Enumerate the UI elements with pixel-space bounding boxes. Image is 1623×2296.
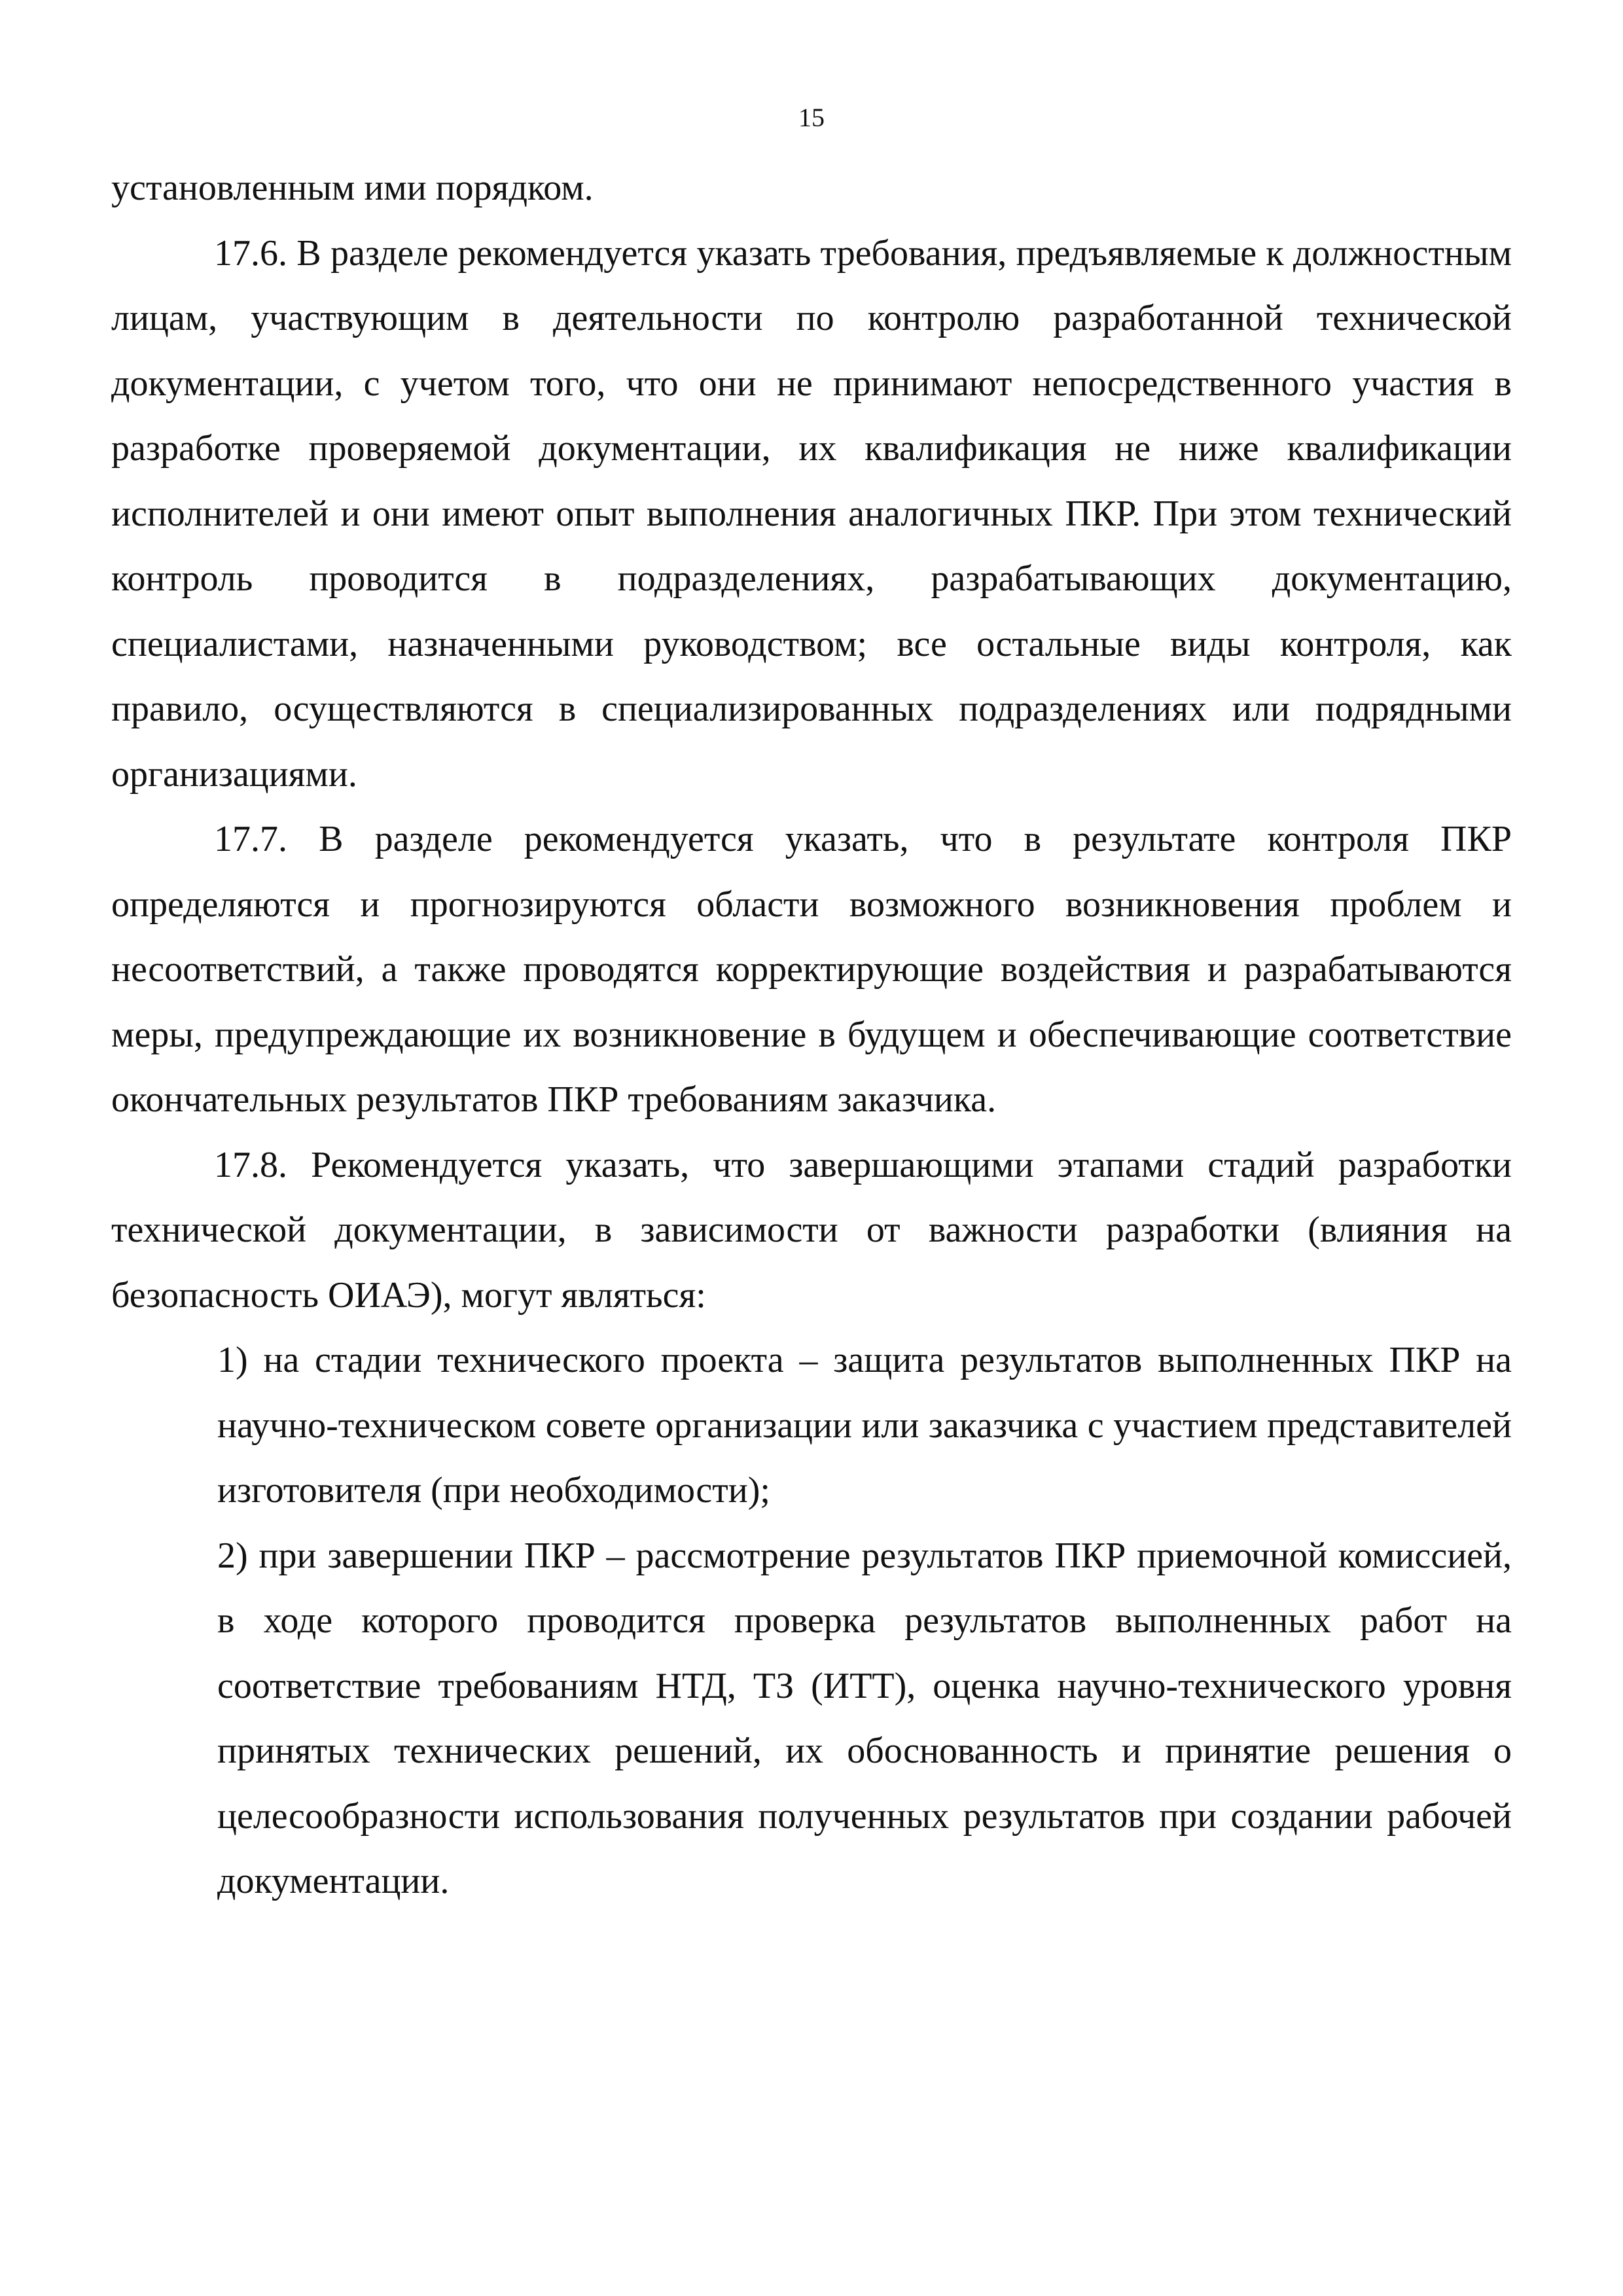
paragraph-17-8: 17.8. Рекомендуется указать, что завершающими этапами стадий разработки технической документации, в зависимости от важности разработки (влияния на безопасность ОИАЭ), могут являться: — [111, 1144, 1512, 1316]
paragraph-continuation: установленным ими порядком. — [111, 168, 594, 208]
body-text — [111, 156, 1512, 1914]
page-number: 15 — [798, 103, 825, 132]
list-item-2: 2) при завершении ПКР – рассмотрение результатов ПКР приемочной комиссией, в ходе которого проводится проверка результатов выполненных работ на соответствие требованиям НТД, ТЗ (ИТТ), оценка научно-технического уровня принятых технических решений, их обоснованность и принятие решения о целесообразности использования полученных результатов при создании рабочей документации. — [217, 1535, 1512, 1901]
list-item-1: 1) на стадии технического проекта – защита результатов выполненных ПКР на научно-техническом совете организации или заказчика с участием представителей изготовителя (при необходимости); — [217, 1340, 1512, 1511]
paragraph-17-6: 17.6. В разделе рекомендуется указать требования, предъявляемые к должностным лицам, участвующим в деятельности по контролю разработанной технической документации, с учетом того, что они не принимают непосредственного участия в разработке проверяемой документации, их квалификация не ниже квалификации исполнителей и они имеют опыт выполнения аналогичных ПКР. При этом технический контроль проводится в подразделениях, разрабатывающих документацию, специалистами, назначенными руководством; все остальные виды контроля, как правило, осуществляются в специализированных подразделениях или подрядными организациями. — [111, 232, 1512, 795]
paragraph-17-7: 17.7. В разделе рекомендуется указать, что в результате контроля ПКР определяются и прогнозируются области возможного возникновения проблем и несоответствий, а также проводятся корректирующие воздействия и разрабатываются меры, предупреждающие их возникновение в будущем и обеспечивающие соответствие окончательных результатов ПКР требованиям заказчика. — [111, 819, 1512, 1120]
